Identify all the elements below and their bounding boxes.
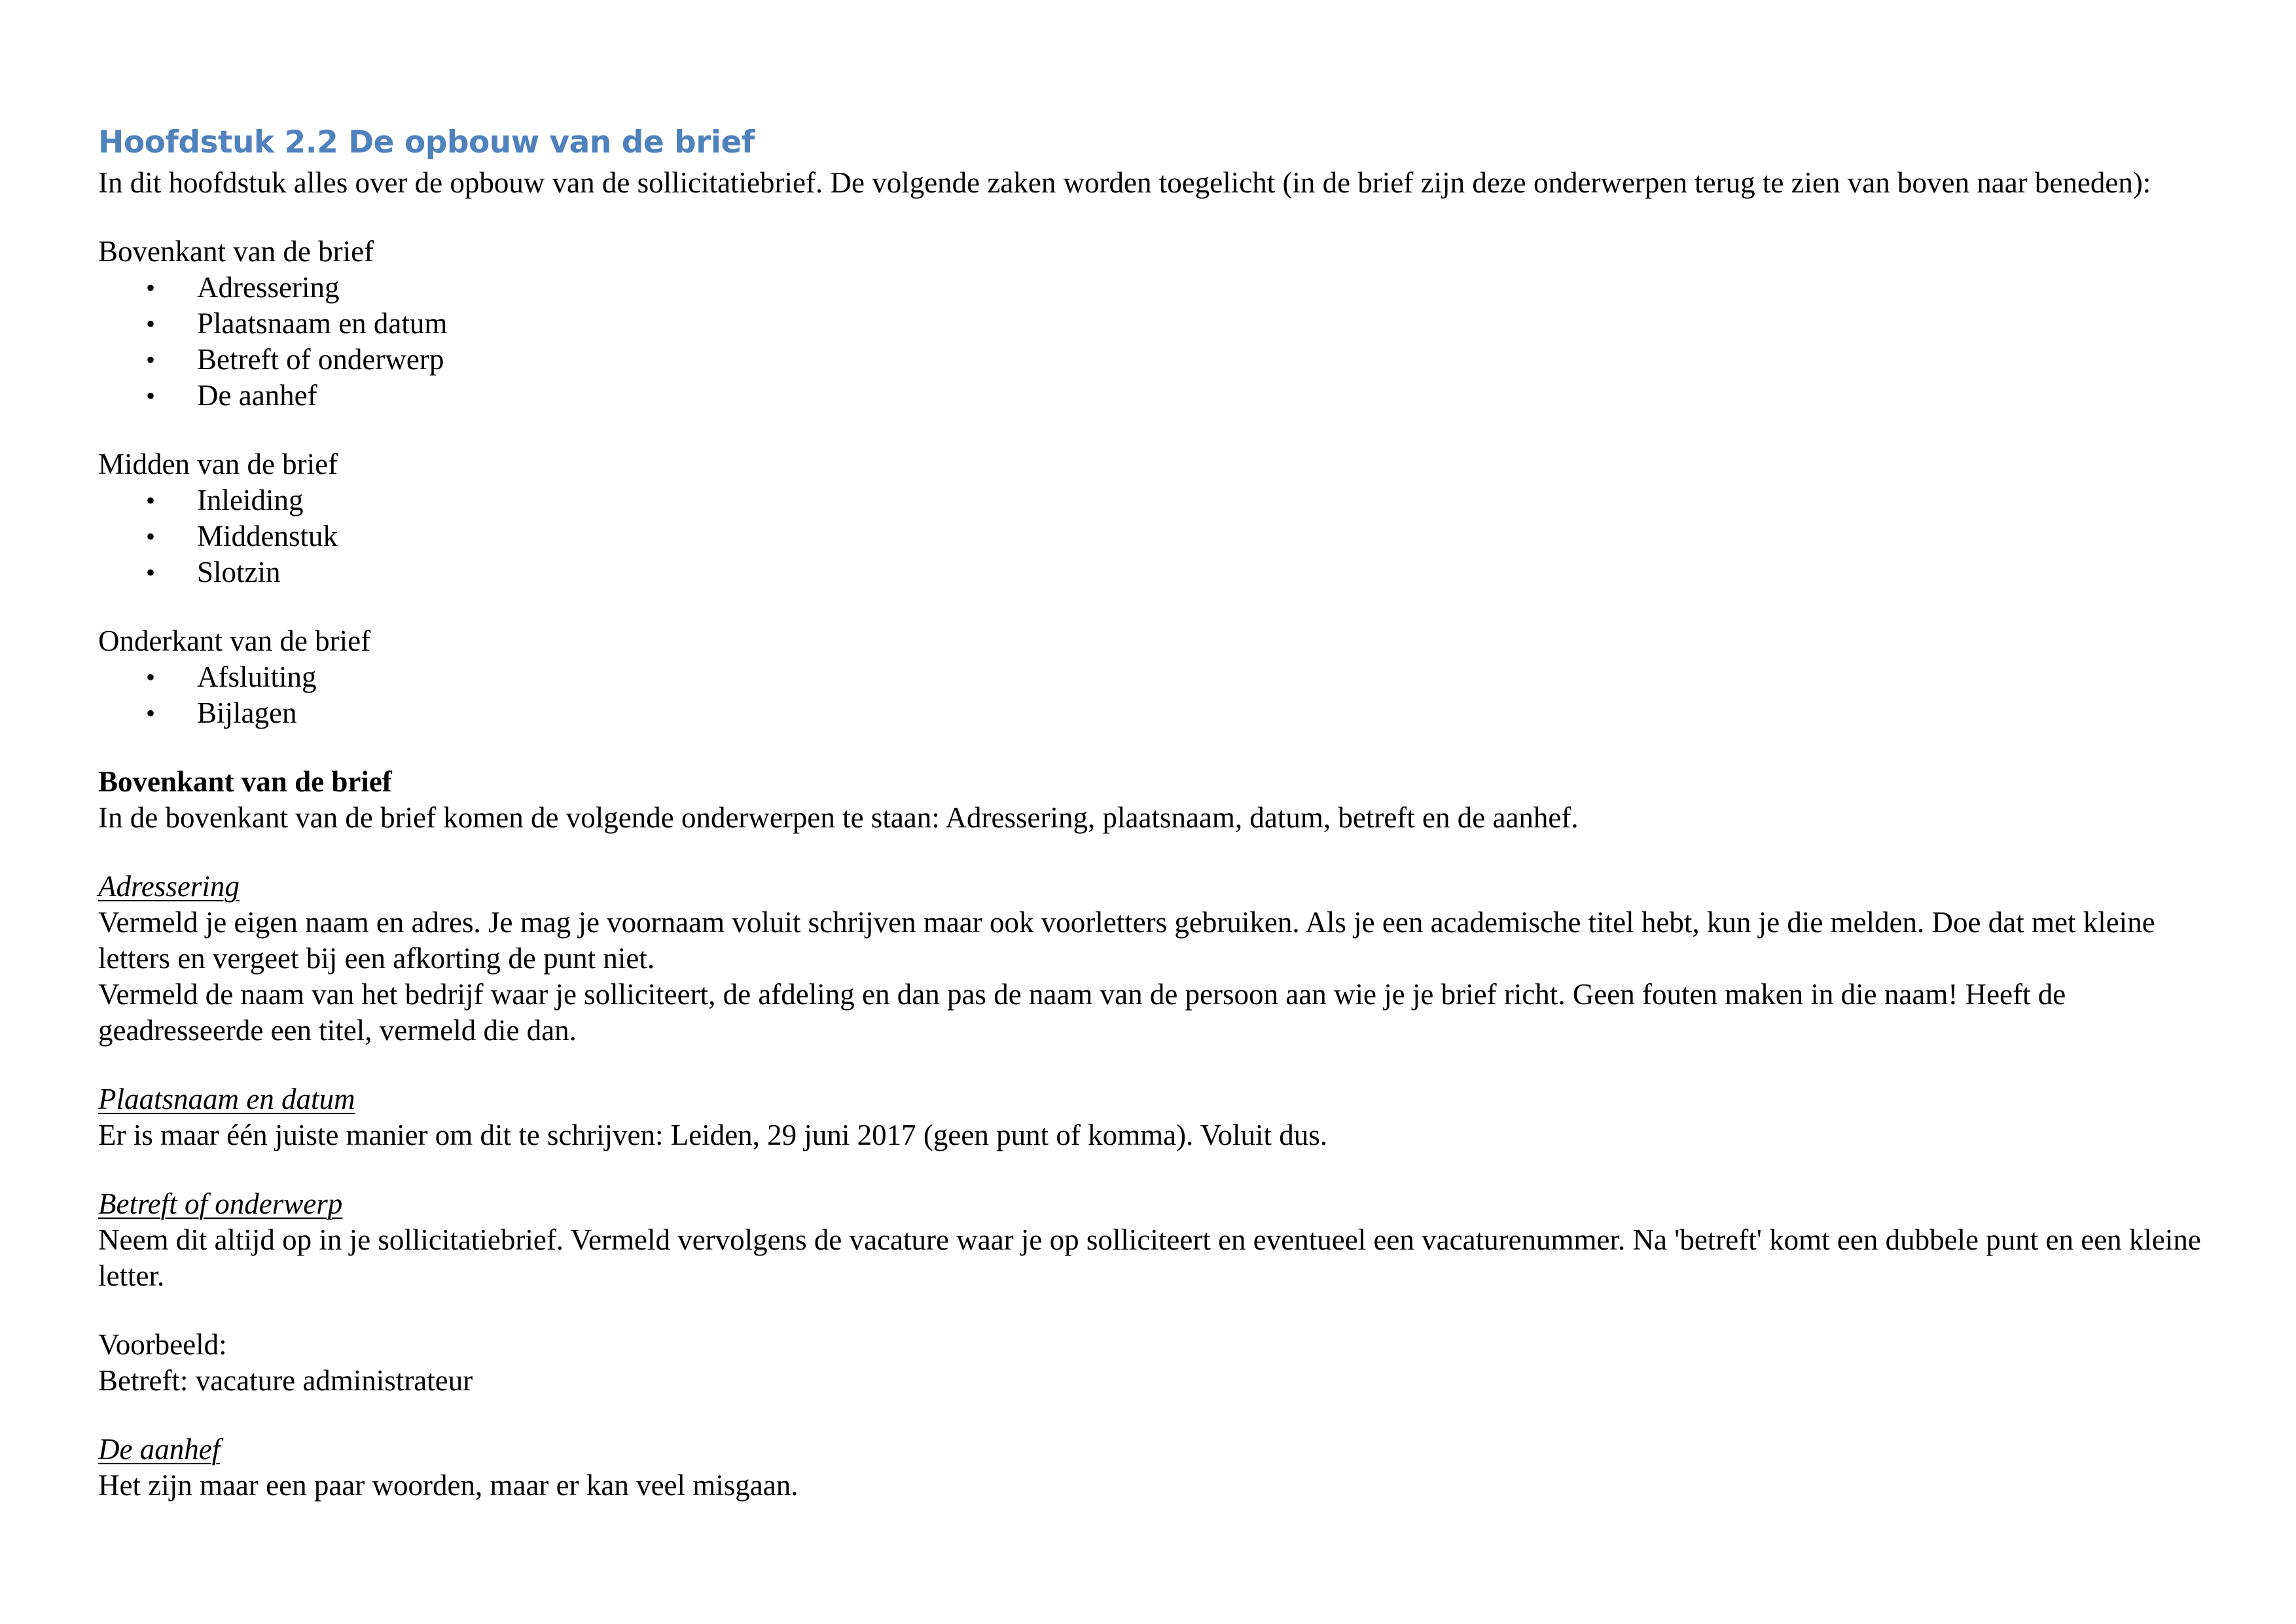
list-item: • Adressering <box>98 270 2206 306</box>
group-title-bovenkant: Bovenkant van de brief <box>98 235 374 268</box>
subheading-adressering: Adressering <box>98 870 240 903</box>
bullet-icon: • <box>146 381 156 410</box>
bullet-icon: • <box>146 558 156 587</box>
bullet-list-midden <box>98 482 2206 590</box>
group-title-midden: Midden van de brief <box>98 448 338 480</box>
section-intro: In de bovenkant van de brief komen de volgende onderwerpen te staan: Adressering, plaatsnaam, datum, betreft en de aanhef. <box>98 801 1579 834</box>
spacer <box>98 1399 2206 1432</box>
plaatsnaam-paragraph: Er is maar één juiste manier om dit te schrijven: Leiden, 29 juni 2017 (geen punt of komma). Voluit dus. <box>98 1119 1327 1151</box>
list-item: • Bijlagen <box>98 695 2206 731</box>
spacer <box>98 836 2206 869</box>
spacer <box>98 731 2206 764</box>
bullet-icon: • <box>146 309 156 338</box>
list-item: • Middenstuk <box>98 518 2206 554</box>
list-item: • Betreft of onderwerp <box>98 342 2206 378</box>
bullet-icon: • <box>146 698 156 728</box>
bullet-list-onderkant <box>98 659 2206 731</box>
intro-paragraph: In dit hoofdstuk alles over de opbouw van de sollicitatiebrief. De volgende zaken worden toegelicht (in de brief zijn deze onderwerpen terug te zien van boven naar beneden): <box>98 166 2151 199</box>
spacer <box>98 1049 2206 1081</box>
list-item: • Plaatsnaam en datum <box>98 306 2206 342</box>
bullet-list-bovenkant <box>98 270 2206 414</box>
bullet-icon: • <box>146 522 156 551</box>
adressering-paragraph-2: Vermeld de naam van het bedrijf waar je solliciteert, de afdeling en dan pas de naam van de persoon aan wie je je brief richt. Geen fouten maken in die naam! Heeft de geadresseerde een titel, vermeld die dan. <box>98 978 2066 1047</box>
spacer <box>98 201 2206 234</box>
list-item: • Afsluiting <box>98 659 2206 695</box>
bullet-icon: • <box>146 662 156 692</box>
bullet-icon: • <box>146 273 156 302</box>
spacer <box>98 1153 2206 1186</box>
group-title-onderkant: Onderkant van de brief <box>98 624 371 657</box>
subheading-aanhef: De aanhef <box>98 1433 221 1466</box>
list-item: • De aanhef <box>98 378 2206 414</box>
page-title: Hoofdstuk 2.2 De opbouw van de brief <box>98 124 755 160</box>
bullet-icon: • <box>146 345 156 374</box>
list-item: • Inleiding <box>98 482 2206 518</box>
adressering-paragraph-1: Vermeld je eigen naam en adres. Je mag je voornaam voluit schrijven maar ook voorletters gebruiken. Als je een academische titel hebt, kun je die melden. Doe dat met kleine letters en vergeet bij een afkorting de punt niet. <box>98 906 2155 975</box>
spacer <box>98 1294 2206 1327</box>
spacer <box>98 590 2206 623</box>
section-title: Bovenkant van de brief <box>98 765 392 798</box>
document-page <box>98 123 2206 1504</box>
subheading-plaatsnaam: Plaatsnaam en datum <box>98 1083 355 1115</box>
example-text: Betreft: vacature administrateur <box>98 1364 473 1397</box>
example-label: Voorbeeld: <box>98 1328 227 1361</box>
subheading-betreft: Betreft of onderwerp <box>98 1187 343 1220</box>
aanhef-paragraph: Het zijn maar een paar woorden, maar er kan veel misgaan. <box>98 1469 798 1502</box>
list-item: • Slotzin <box>98 554 2206 590</box>
spacer <box>98 414 2206 446</box>
betreft-paragraph: Neem dit altijd op in je sollicitatiebrief. Vermeld vervolgens de vacature waar je op solliciteert en eventueel een vacaturenummer. Na 'betreft' komt een dubbele punt en een kleine letter. <box>98 1223 2201 1292</box>
bullet-icon: • <box>146 486 156 515</box>
